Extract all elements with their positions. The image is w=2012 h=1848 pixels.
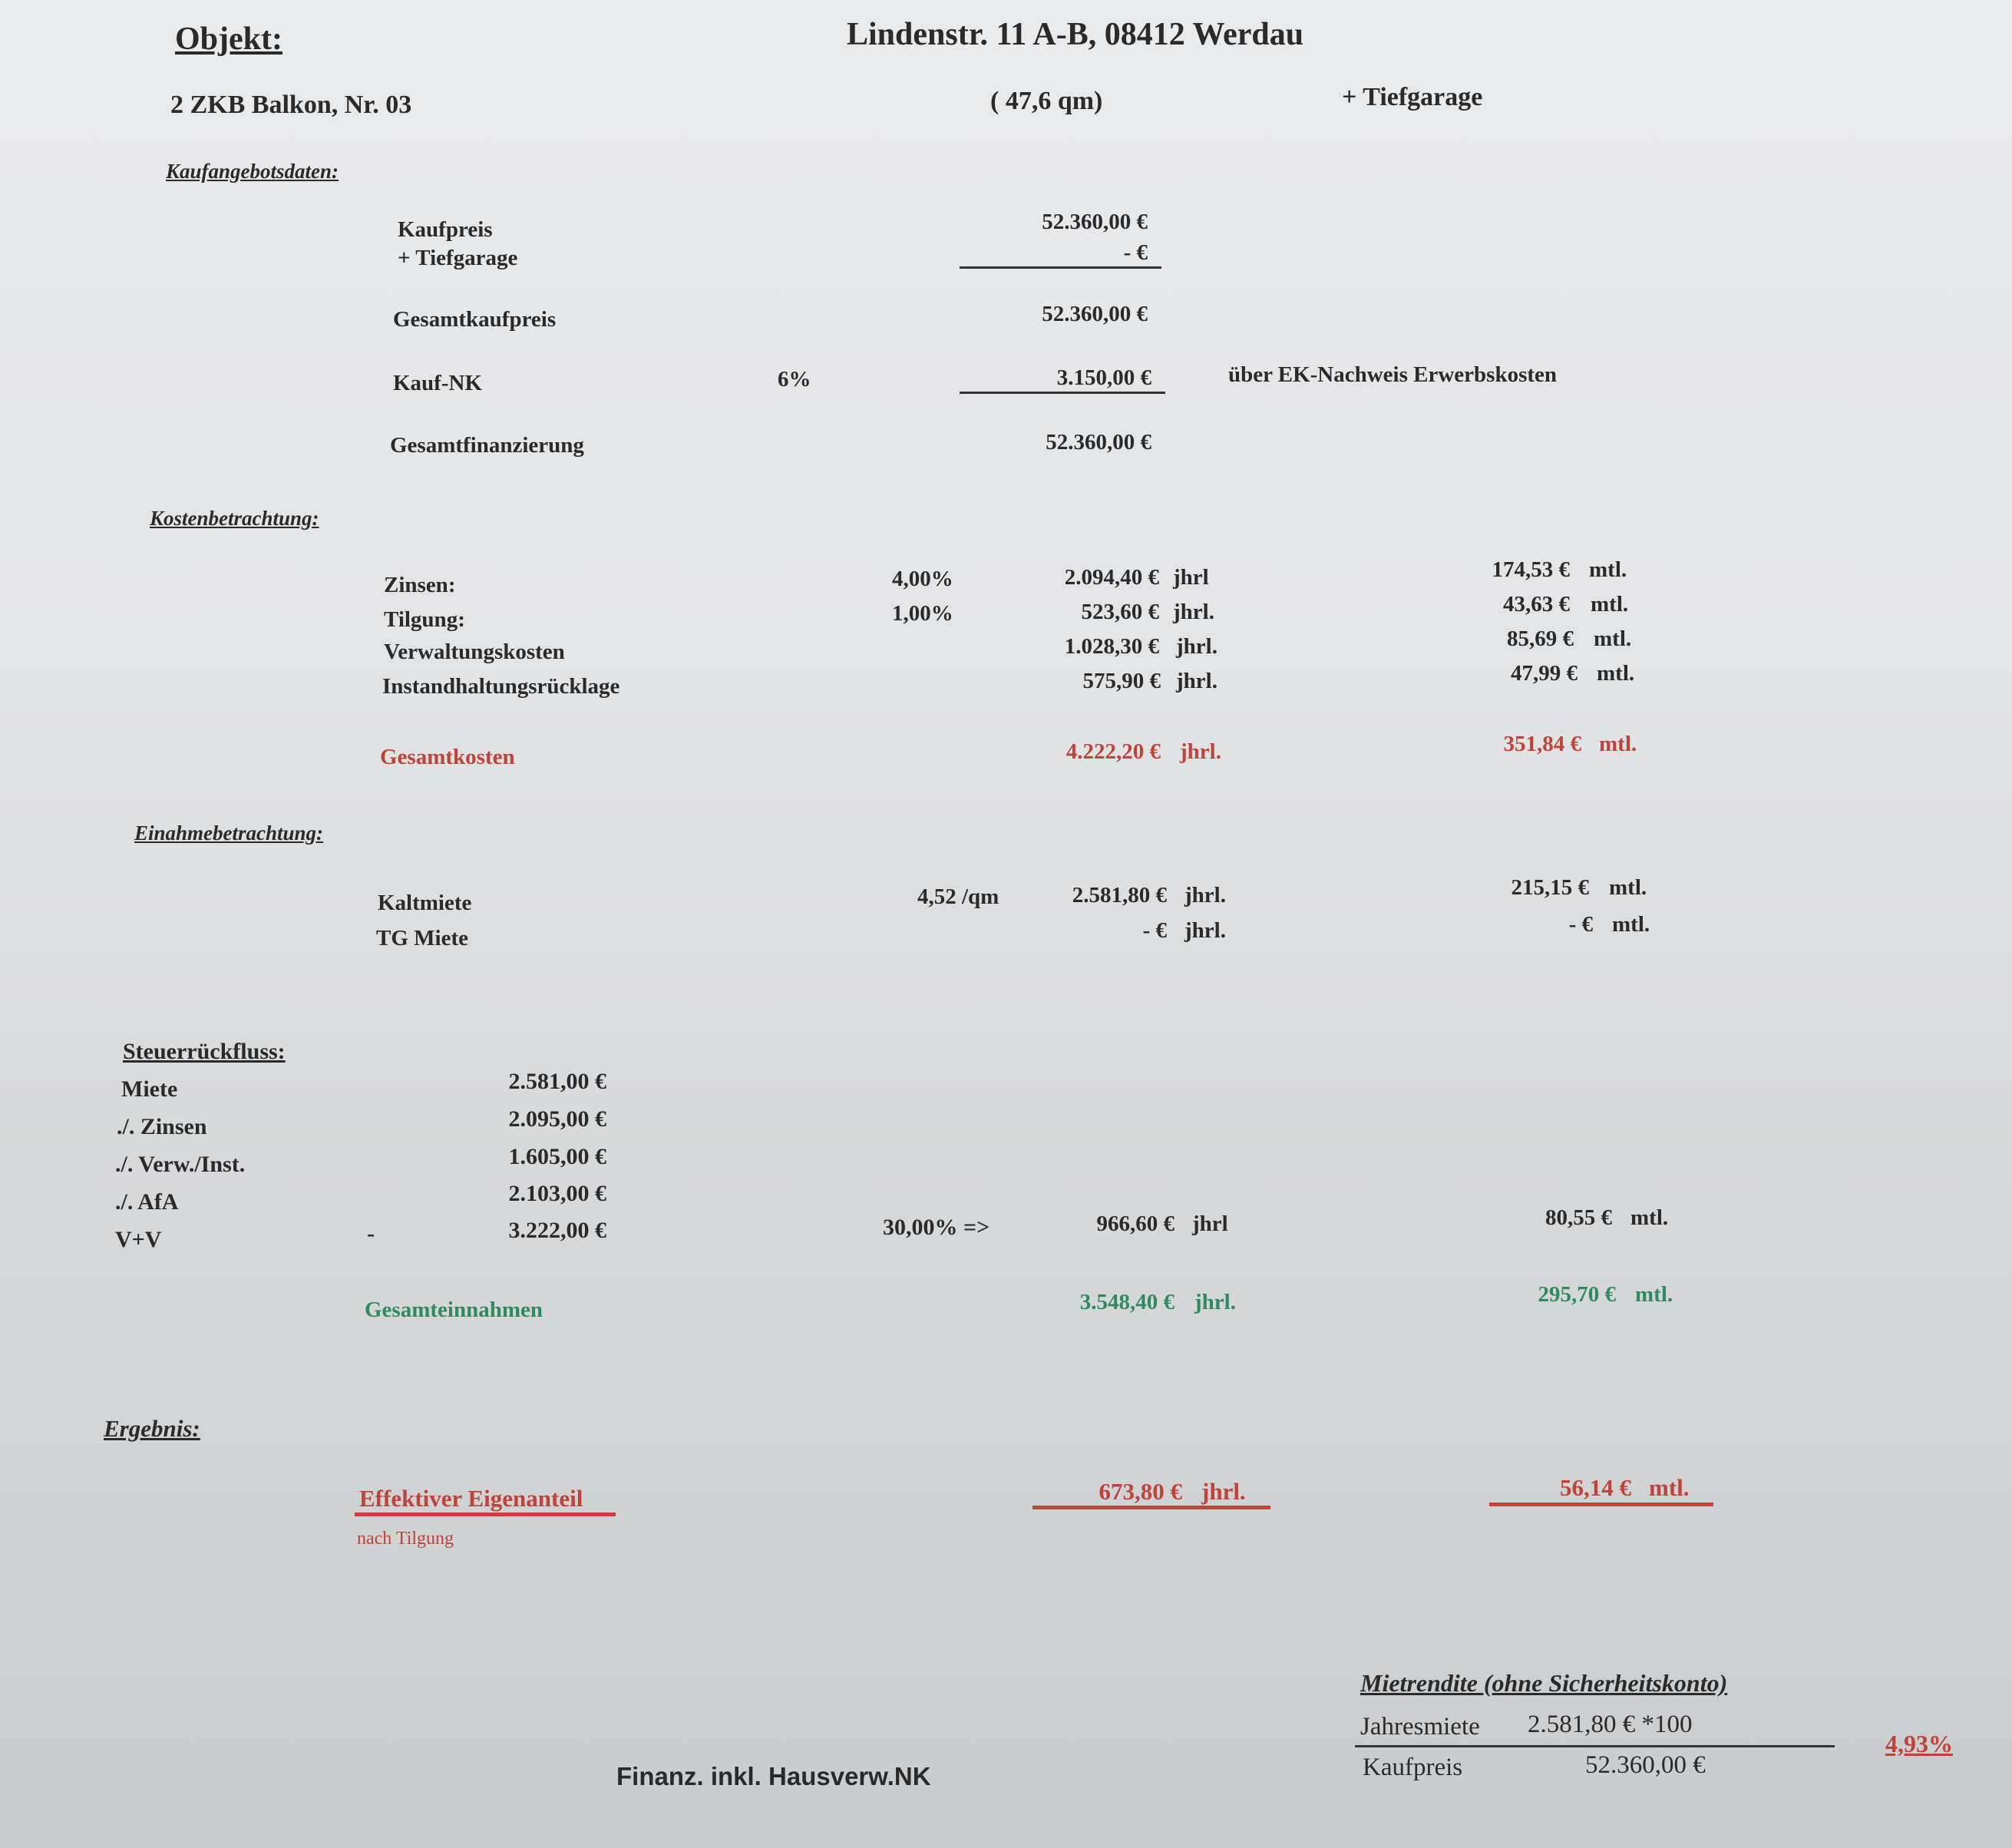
kosten-month-unit: mtl. bbox=[1591, 592, 1629, 617]
gesamteinnahmen-year-unit: jhrl. bbox=[1194, 1290, 1236, 1314]
kosten-year-unit: jhrl. bbox=[1176, 669, 1217, 693]
steuer-value: 2.581,00 € bbox=[508, 1069, 606, 1094]
eigenanteil-note: nach Tilgung bbox=[357, 1529, 454, 1549]
kaufpreis-value: 52.360,00 € bbox=[1042, 210, 1148, 234]
steuer-value: 3.222,00 € bbox=[508, 1218, 606, 1243]
kaltmiete-year-value: 2.581,80 € bbox=[1072, 883, 1167, 907]
eigenanteil-month-underline bbox=[1489, 1503, 1713, 1506]
tg-miete-month-unit: mtl. bbox=[1612, 912, 1650, 937]
kosten-label: Verwaltungskosten bbox=[384, 640, 565, 664]
mietrendite-heading: Mietrendite (ohne Sicherheitskonto) bbox=[1360, 1669, 1728, 1697]
gesamtkosten-month-value: 351,84 € bbox=[1503, 732, 1581, 756]
steuer-year-unit: jhrl bbox=[1192, 1212, 1228, 1236]
kauf-nk-label: Kauf-NK bbox=[393, 371, 482, 395]
fraction-line bbox=[1355, 1745, 1835, 1747]
kosten-month-value: 174,53 € bbox=[1492, 557, 1570, 582]
steuer-value: 2.095,00 € bbox=[508, 1106, 606, 1132]
steuer-value: 1.605,00 € bbox=[508, 1144, 606, 1169]
kauf-nk-note: über EK-Nachweis Erwerbskosten bbox=[1228, 362, 1558, 387]
gesamtkosten-month-unit: mtl. bbox=[1599, 732, 1637, 756]
steuer-label: ./. AfA bbox=[115, 1189, 179, 1215]
kosten-month-unit: mtl. bbox=[1589, 557, 1627, 582]
kaufpreis-label: Kaufpreis bbox=[398, 217, 493, 242]
gesamteinnahmen-month-value: 295,70 € bbox=[1538, 1282, 1616, 1307]
eigenanteil-month-value: 56,14 € bbox=[1560, 1474, 1631, 1501]
steuer-value: 2.103,00 € bbox=[508, 1181, 606, 1206]
mietrendite-kaufpreis-label: Kaufpreis bbox=[1363, 1754, 1463, 1781]
steuer-year-value: 966,60 € bbox=[1096, 1212, 1174, 1236]
kaltmiete-year-unit: jhrl. bbox=[1184, 883, 1226, 907]
kauf-nk-value: 3.150,00 € bbox=[1056, 365, 1151, 390]
eigenanteil-underline bbox=[355, 1512, 616, 1516]
unit-description: 2 ZKB Balkon, Nr. 03 bbox=[170, 91, 412, 119]
kauf-heading: Kaufangebotsdaten: bbox=[166, 160, 339, 183]
steuer-label: ./. Verw./Inst. bbox=[115, 1152, 246, 1177]
kosten-year-value: 1.028,30 € bbox=[1064, 634, 1159, 659]
tg-miete-month-value: - € bbox=[1568, 912, 1593, 937]
footer-note: Finanz. inkl. Hausverw.NK bbox=[616, 1762, 931, 1790]
kosten-month-value: 43,63 € bbox=[1503, 592, 1570, 617]
kaltmiete-rate: 4,52 /qm bbox=[917, 884, 999, 909]
sum-line bbox=[960, 392, 1165, 394]
tiefgarage-label: + Tiefgarage bbox=[398, 246, 518, 270]
gesamteinnahmen-year-value: 3.548,40 € bbox=[1079, 1290, 1174, 1314]
jahresmiete-label: Jahresmiete bbox=[1360, 1713, 1480, 1741]
kosten-heading: Kostenbetrachtung: bbox=[150, 507, 319, 530]
gesamtkaufpreis-label: Gesamtkaufpreis bbox=[393, 307, 557, 332]
kaltmiete-month-value: 215,15 € bbox=[1511, 875, 1589, 900]
kosten-year-value: 523,60 € bbox=[1081, 600, 1159, 624]
kosten-year-value: 2.094,40 € bbox=[1064, 565, 1159, 590]
gesamtkaufpreis-value: 52.360,00 € bbox=[1042, 302, 1148, 326]
steuer-month-value: 80,55 € bbox=[1545, 1205, 1612, 1230]
gesamtkosten-year-unit: jhrl. bbox=[1180, 739, 1221, 764]
gesamtfinanzierung-value: 52.360,00 € bbox=[1046, 430, 1151, 455]
gesamteinnahmen-month-unit: mtl. bbox=[1635, 1282, 1673, 1307]
kosten-year-unit: jhrl bbox=[1173, 565, 1209, 590]
kosten-rate: 4,00% bbox=[892, 567, 953, 591]
steuer-label: ./. Zinsen bbox=[117, 1114, 207, 1139]
eigenanteil-month-unit: mtl. bbox=[1649, 1474, 1690, 1501]
vv-sign: - bbox=[367, 1221, 375, 1246]
kosten-month-unit: mtl. bbox=[1597, 661, 1635, 686]
einnahme-heading: Einahmebetrachtung: bbox=[134, 822, 324, 845]
tiefgarage-value: - € bbox=[1123, 240, 1148, 265]
eigenanteil-year-unit: jhrl. bbox=[1201, 1478, 1246, 1505]
steuer-label: Miete bbox=[121, 1076, 178, 1102]
kosten-month-unit: mtl. bbox=[1594, 626, 1632, 651]
kosten-label: Tilgung: bbox=[384, 607, 465, 632]
gesamteinnahmen-label: Gesamteinnahmen bbox=[365, 1298, 543, 1322]
objekt-heading: Objekt: bbox=[175, 21, 282, 57]
object-address: Lindenstr. 11 A-B, 08412 Werdau bbox=[847, 17, 1304, 52]
kosten-year-value: 575,90 € bbox=[1082, 669, 1161, 693]
gesamtfinanzierung-label: Gesamtfinanzierung bbox=[390, 433, 584, 458]
eigenanteil-year-value: 673,80 € bbox=[1099, 1478, 1182, 1505]
mietrendite-kaufpreis-value: 52.360,00 € bbox=[1585, 1751, 1706, 1779]
tg-miete-label: TG Miete bbox=[376, 926, 468, 950]
kaltmiete-month-unit: mtl. bbox=[1609, 875, 1647, 900]
steuer-label: V+V bbox=[115, 1227, 162, 1252]
kosten-year-unit: jhrl. bbox=[1176, 634, 1217, 659]
ergebnis-heading: Ergebnis: bbox=[104, 1415, 200, 1442]
sum-line bbox=[960, 266, 1161, 269]
kaltmiete-label: Kaltmiete bbox=[378, 891, 472, 915]
kosten-label: Instandhaltungsrücklage bbox=[382, 674, 620, 699]
kosten-month-value: 85,69 € bbox=[1507, 626, 1574, 651]
tg-miete-year-value: - € bbox=[1142, 918, 1167, 943]
mietrendite-result: 4,93% bbox=[1885, 1730, 1953, 1757]
kosten-year-unit: jhrl. bbox=[1173, 600, 1214, 624]
gesamtkosten-label: Gesamtkosten bbox=[380, 745, 515, 769]
tg-miete-year-unit: jhrl. bbox=[1184, 918, 1226, 943]
gesamtkosten-year-value: 4.222,20 € bbox=[1065, 739, 1161, 764]
eigenanteil-label: Effektiver Eigenanteil bbox=[359, 1485, 583, 1512]
eigenanteil-year-underline bbox=[1032, 1506, 1270, 1509]
steuer-rate: 30,00% => bbox=[883, 1215, 990, 1240]
unit-area: ( 47,6 qm) bbox=[990, 87, 1103, 115]
steuer-heading: Steuerrückfluss: bbox=[123, 1039, 286, 1064]
garage-note: + Tiefgarage bbox=[1342, 83, 1483, 111]
jahresmiete-value: 2.581,80 € *100 bbox=[1528, 1711, 1693, 1738]
kosten-rate: 1,00% bbox=[892, 601, 953, 626]
steuer-month-unit: mtl. bbox=[1630, 1205, 1669, 1230]
kauf-nk-percent: 6% bbox=[778, 367, 811, 392]
kosten-month-value: 47,99 € bbox=[1511, 661, 1578, 686]
kosten-label: Zinsen: bbox=[384, 573, 456, 597]
